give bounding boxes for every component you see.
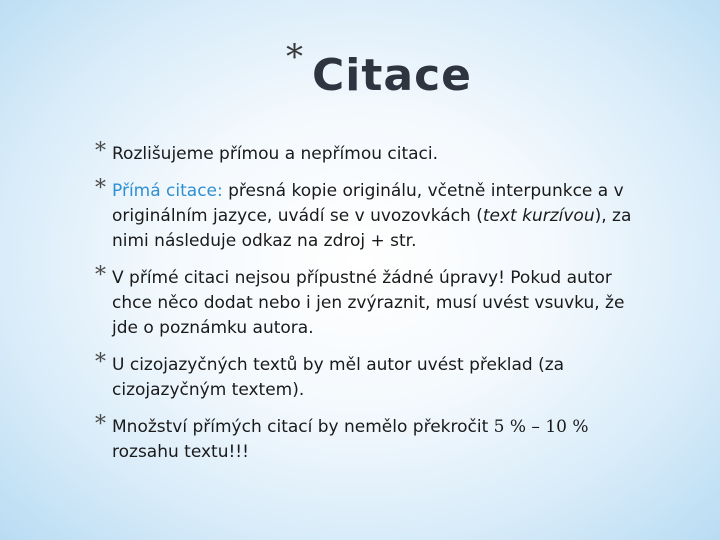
asterisk-bullet-icon: * — [95, 412, 106, 437]
percentage-range: 5 % – 10 % — [493, 417, 589, 437]
bullet-text: přesná kopie originálu, včetně interpunkce a v originálním jazyce, uvádí se v uvozovkách ( — [112, 181, 624, 226]
asterisk-bullet-icon: * — [95, 263, 106, 288]
bullet-list — [95, 139, 655, 465]
bullet-text: V přímé citaci nejsou přípustné žádné úpravy! Pokud autor chce něco dodat nebo i jen zvýraznit, musí uvést vsuvku, že jde o poznámku autora. — [112, 268, 625, 338]
bullet-text: Množství přímých citací by nemělo překročit — [112, 417, 494, 437]
asterisk-bullet-icon: * — [95, 176, 106, 201]
title-bullet-icon: * — [286, 37, 303, 77]
bullet-item — [95, 263, 655, 341]
asterisk-bullet-icon: * — [95, 350, 106, 375]
bullet-text: rozsahu textu!!! — [112, 442, 249, 462]
bullet-item — [95, 350, 655, 403]
bullet-text: U cizojazyčných textů by měl autor uvést překlad (za cizojazyčným textem). — [112, 355, 565, 400]
bullet-item — [95, 176, 655, 254]
asterisk-bullet-icon: * — [95, 139, 106, 164]
bullet-item — [95, 139, 655, 167]
bullet-label: Přímá citace: — [112, 181, 223, 201]
bullet-item — [95, 412, 655, 465]
bullet-text: Rozlišujeme přímou a nepřímou citaci. — [112, 144, 439, 164]
bullet-italic: text kurzívou — [482, 206, 595, 226]
bullet-text: ), za nimi následuje odkaz na zdroj + str. — [112, 206, 632, 251]
slide-title — [278, 37, 578, 110]
title-text: Citace — [312, 50, 473, 101]
